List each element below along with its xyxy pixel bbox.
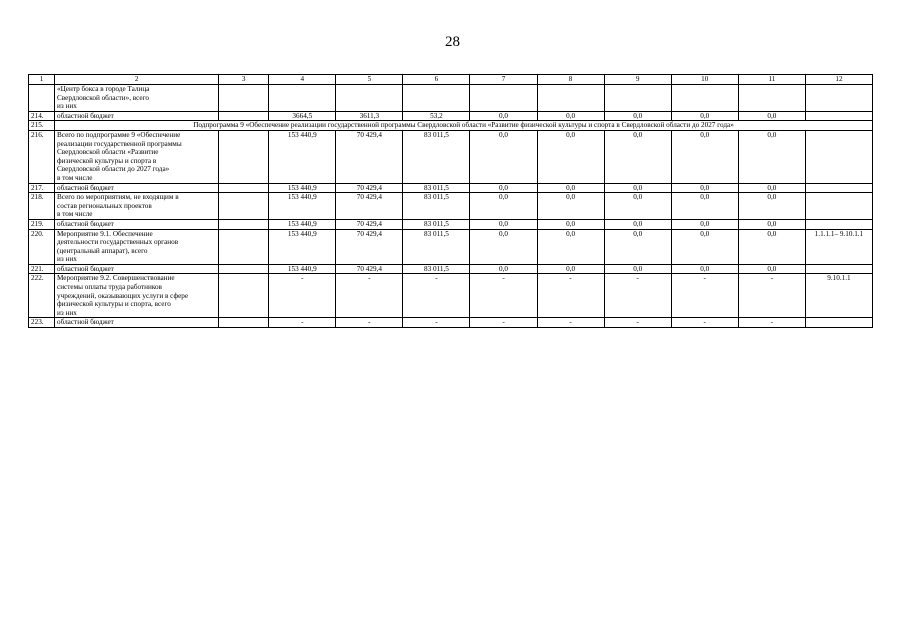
value-cell: 0,0	[604, 229, 671, 264]
row-number: 218.	[29, 193, 55, 220]
table-row	[29, 219, 873, 229]
value-cell: -	[336, 318, 403, 328]
value-cell: 3611,3	[336, 111, 403, 121]
value-cell: 0,0	[738, 130, 805, 183]
value-cell: 0,0	[470, 111, 537, 121]
row-number: 214.	[29, 111, 55, 121]
empty-cell	[219, 318, 269, 328]
target-code-cell	[805, 85, 872, 112]
value-cell: 0,0	[537, 111, 604, 121]
value-cell	[470, 85, 537, 112]
value-cell: 0,0	[671, 183, 738, 193]
value-cell: -	[604, 274, 671, 318]
target-code-cell	[805, 219, 872, 229]
value-cell: -	[336, 274, 403, 318]
target-code-cell: 9.10.1.1	[805, 274, 872, 318]
value-cell: 70 429,4	[336, 183, 403, 193]
row-description: областной бюджет	[55, 264, 219, 274]
table-row	[29, 193, 873, 220]
empty-cell	[219, 219, 269, 229]
column-header: 6	[403, 75, 470, 85]
value-cell: 0,0	[537, 193, 604, 220]
column-header: 3	[219, 75, 269, 85]
table-row	[29, 274, 873, 318]
value-cell: 0,0	[604, 219, 671, 229]
value-cell: 83 011,5	[403, 183, 470, 193]
page-number: 28	[445, 34, 460, 50]
value-cell	[537, 85, 604, 112]
row-number	[29, 85, 55, 112]
value-cell: 0,0	[537, 183, 604, 193]
row-description: Всего по подпрограмме 9 «Обеспечение реализации государственной программы Свердловской области «Развитие физической культуры и спорта в Свердловской области до 2027 года» в том числе	[55, 130, 219, 183]
value-cell: 0,0	[671, 219, 738, 229]
table-row	[29, 264, 873, 274]
value-cell: -	[537, 274, 604, 318]
value-cell	[738, 85, 805, 112]
value-cell: 0,0	[470, 264, 537, 274]
table-row	[29, 318, 873, 328]
value-cell: 83 011,5	[403, 130, 470, 183]
value-cell: 0,0	[537, 264, 604, 274]
empty-cell	[219, 183, 269, 193]
value-cell	[336, 85, 403, 112]
value-cell: 0,0	[470, 193, 537, 220]
value-cell: 70 429,4	[336, 130, 403, 183]
value-cell: 0,0	[537, 130, 604, 183]
value-cell: -	[671, 318, 738, 328]
column-header: 11	[738, 75, 805, 85]
value-cell: 0,0	[671, 111, 738, 121]
value-cell: 0,0	[671, 193, 738, 220]
subprogram-title: Подпрограмма 9 «Обеспечение реализации государственной программы Свердловской области «Развитие физической культуры и спорта в Свердловской области до 2027 года»	[55, 121, 873, 131]
value-cell	[604, 85, 671, 112]
value-cell: 83 011,5	[403, 193, 470, 220]
value-cell: 0,0	[738, 264, 805, 274]
column-header: 5	[336, 75, 403, 85]
value-cell: 0,0	[738, 183, 805, 193]
column-header: 4	[269, 75, 336, 85]
value-cell: -	[403, 274, 470, 318]
value-cell: 0,0	[671, 229, 738, 264]
value-cell: -	[269, 318, 336, 328]
subprogram-row	[29, 121, 873, 131]
value-cell: 0,0	[604, 130, 671, 183]
table-body	[29, 85, 873, 328]
column-header: 1	[29, 75, 55, 85]
column-header: 9	[604, 75, 671, 85]
value-cell: -	[470, 318, 537, 328]
row-number: 215.	[29, 121, 55, 131]
empty-cell	[219, 274, 269, 318]
value-cell: 0,0	[604, 264, 671, 274]
budget-table	[28, 74, 873, 328]
value-cell: -	[269, 274, 336, 318]
value-cell: 0,0	[537, 219, 604, 229]
row-description: областной бюджет	[55, 183, 219, 193]
value-cell: -	[470, 274, 537, 318]
table-row	[29, 183, 873, 193]
value-cell: 153 440,9	[269, 229, 336, 264]
row-description: Всего по мероприятиям, не входящим в состав региональных проектов в том числе	[55, 193, 219, 220]
target-code-cell	[805, 318, 872, 328]
table-row	[29, 130, 873, 183]
value-cell: 0,0	[604, 193, 671, 220]
value-cell: 83 011,5	[403, 219, 470, 229]
value-cell: 0,0	[671, 264, 738, 274]
value-cell: 0,0	[738, 229, 805, 264]
row-number: 222.	[29, 274, 55, 318]
row-number: 216.	[29, 130, 55, 183]
empty-cell	[219, 130, 269, 183]
target-code-cell: 1.1.1.1– 9.10.1.1	[805, 229, 872, 264]
row-description: областной бюджет	[55, 318, 219, 328]
table-row	[29, 111, 873, 121]
value-cell: 0,0	[738, 111, 805, 121]
value-cell: 70 429,4	[336, 264, 403, 274]
value-cell: -	[738, 274, 805, 318]
target-code-cell	[805, 111, 872, 121]
empty-cell	[219, 85, 269, 112]
value-cell: 153 440,9	[269, 219, 336, 229]
column-header: 12	[805, 75, 872, 85]
value-cell: 70 429,4	[336, 229, 403, 264]
target-code-cell	[805, 264, 872, 274]
value-cell	[671, 85, 738, 112]
value-cell: -	[604, 318, 671, 328]
table-row	[29, 229, 873, 264]
value-cell: -	[671, 274, 738, 318]
value-cell: 0,0	[604, 111, 671, 121]
value-cell: 70 429,4	[336, 193, 403, 220]
value-cell: 153 440,9	[269, 193, 336, 220]
value-cell	[269, 85, 336, 112]
value-cell: 153 440,9	[269, 130, 336, 183]
table-header-row	[29, 75, 873, 85]
column-header: 2	[55, 75, 219, 85]
table-row	[29, 85, 873, 112]
row-description: областной бюджет	[55, 219, 219, 229]
row-description: Мероприятие 9.2. Совершенствование системы оплаты труда работников учреждений, оказывающих услуги в сфере физической культуры и спорта, всего из них	[55, 274, 219, 318]
value-cell: 0,0	[671, 130, 738, 183]
value-cell: 0,0	[470, 229, 537, 264]
value-cell: 0,0	[470, 183, 537, 193]
value-cell	[403, 85, 470, 112]
empty-cell	[219, 193, 269, 220]
row-number: 217.	[29, 183, 55, 193]
row-number: 220.	[29, 229, 55, 264]
row-description: областной бюджет	[55, 111, 219, 121]
column-header: 10	[671, 75, 738, 85]
value-cell: 70 429,4	[336, 219, 403, 229]
value-cell: -	[403, 318, 470, 328]
row-description: Мероприятие 9.1. Обеспечение деятельности государственных органов (центральный аппарат), всего из них	[55, 229, 219, 264]
empty-cell	[219, 264, 269, 274]
value-cell: 0,0	[470, 130, 537, 183]
value-cell: -	[738, 318, 805, 328]
value-cell: 0,0	[738, 219, 805, 229]
target-code-cell	[805, 183, 872, 193]
column-header: 7	[470, 75, 537, 85]
target-code-cell	[805, 130, 872, 183]
value-cell: 0,0	[738, 193, 805, 220]
value-cell: -	[537, 318, 604, 328]
value-cell: 0,0	[604, 183, 671, 193]
value-cell: 53,2	[403, 111, 470, 121]
row-number: 223.	[29, 318, 55, 328]
value-cell: 0,0	[537, 229, 604, 264]
value-cell: 83 011,5	[403, 264, 470, 274]
value-cell: 83 011,5	[403, 229, 470, 264]
target-code-cell	[805, 193, 872, 220]
row-number: 221.	[29, 264, 55, 274]
empty-cell	[219, 229, 269, 264]
row-description: «Центр бокса в городе Талица Свердловской области», всего из них	[55, 85, 219, 112]
value-cell: 3664,5	[269, 111, 336, 121]
value-cell: 153 440,9	[269, 183, 336, 193]
value-cell: 0,0	[470, 219, 537, 229]
row-number: 219.	[29, 219, 55, 229]
column-header: 8	[537, 75, 604, 85]
value-cell: 153 440,9	[269, 264, 336, 274]
empty-cell	[219, 111, 269, 121]
